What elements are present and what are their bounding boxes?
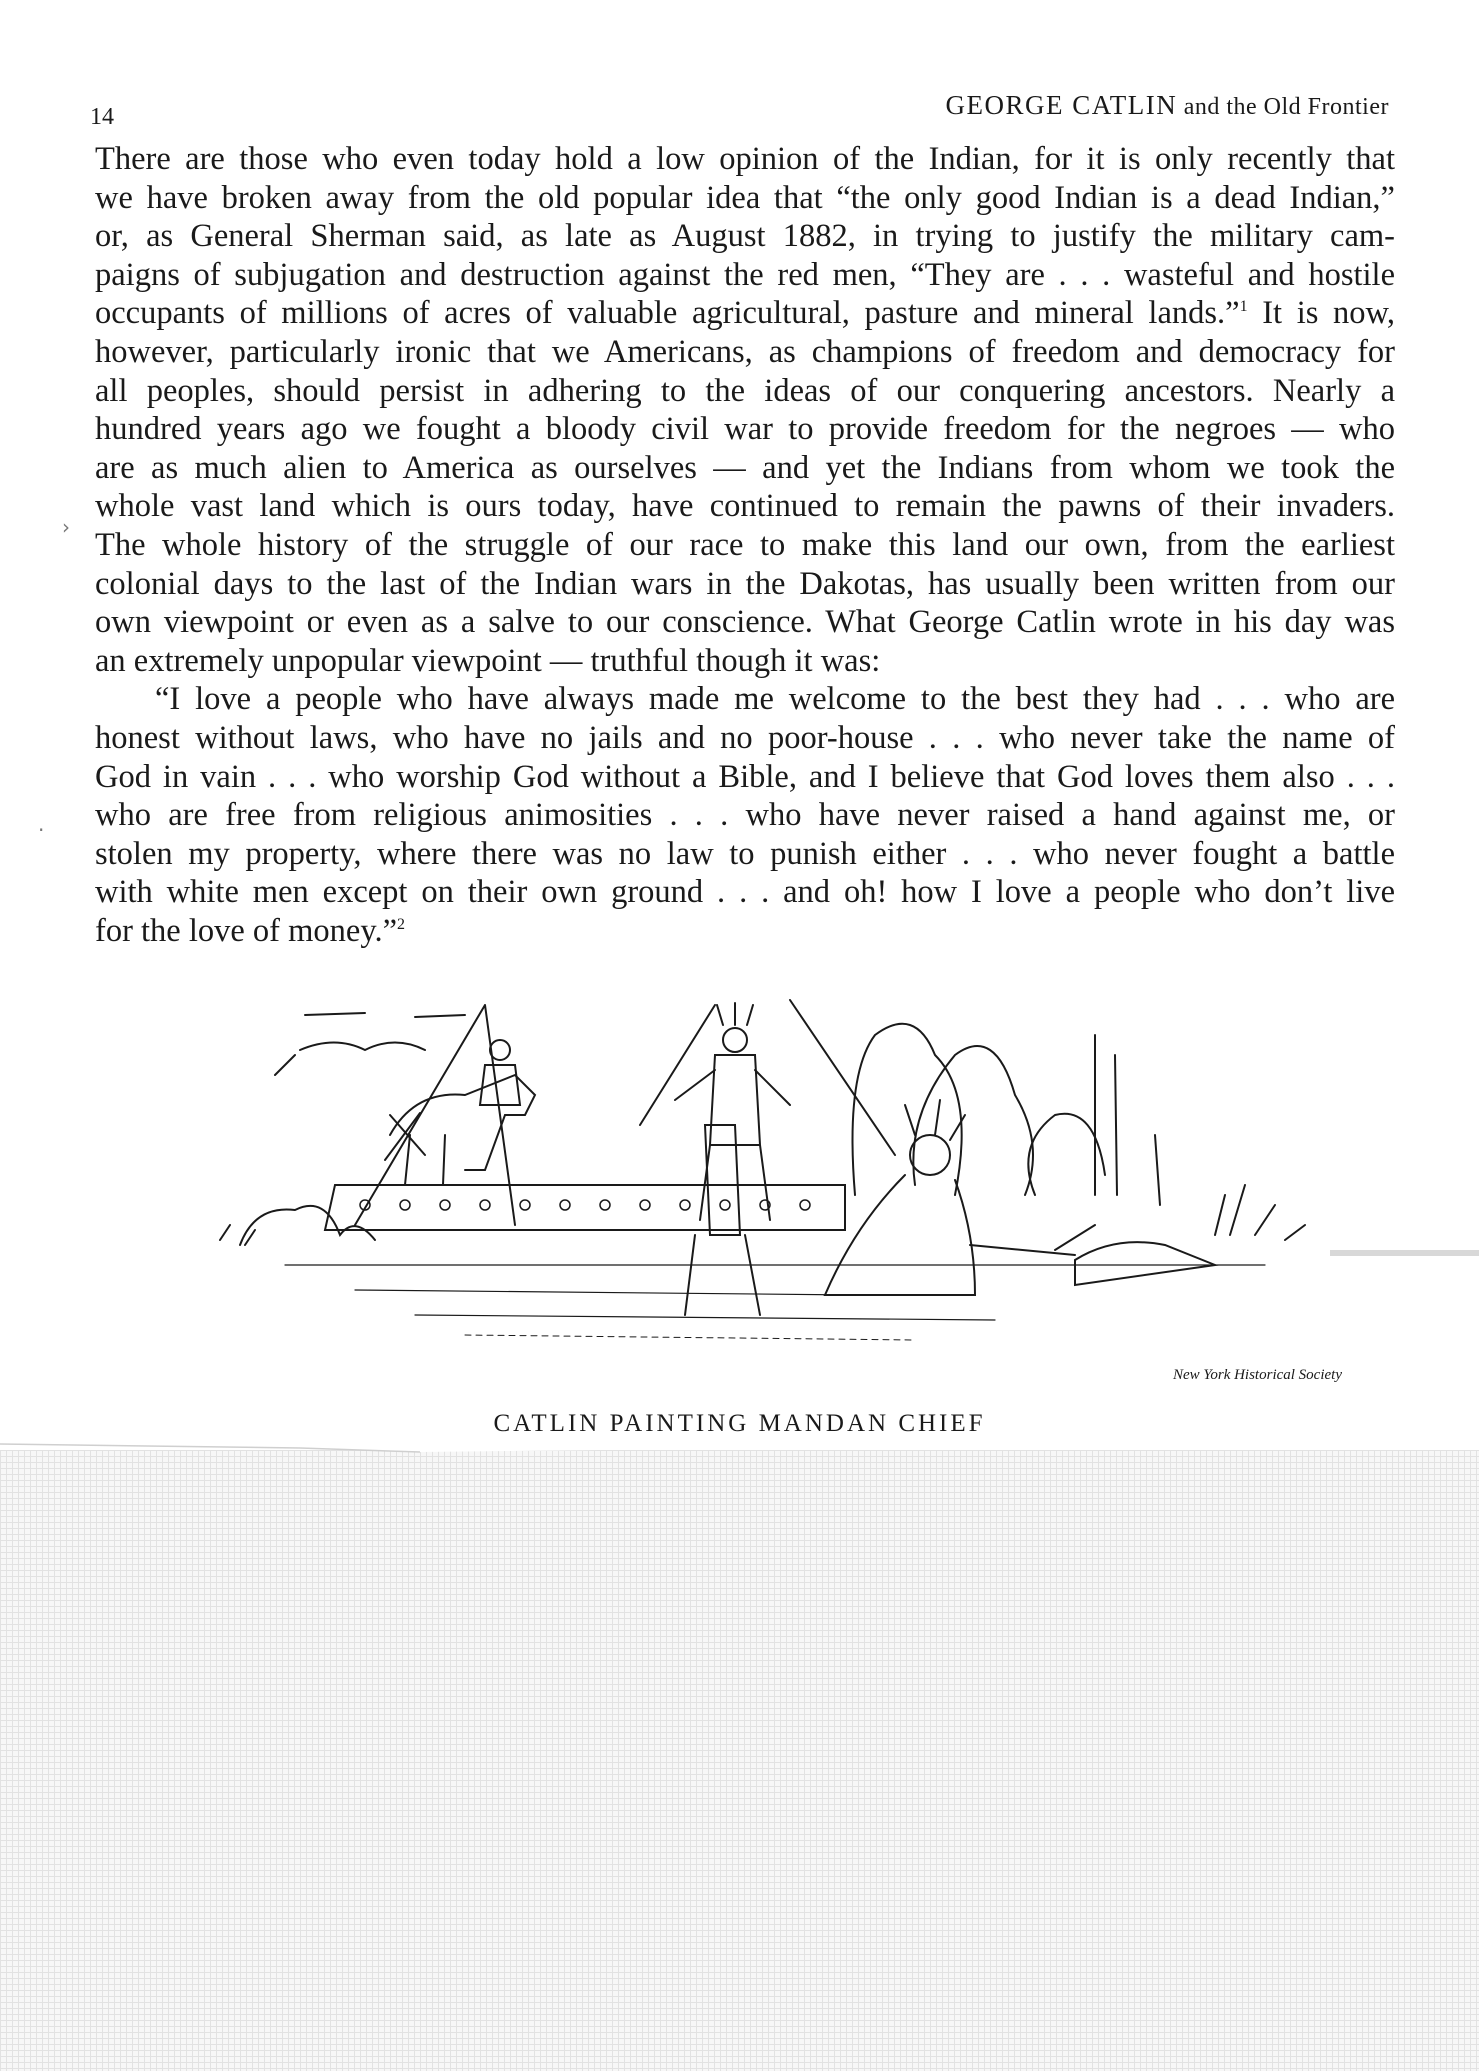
illustration-catlin-painting — [215, 995, 1315, 1365]
footnote-ref: 2 — [397, 916, 406, 934]
quote-line: “I love a people who have always made me welcome to the best they had . . . who are — [155, 681, 1395, 718]
running-title-caps: GEORGE CATLIN — [945, 90, 1178, 120]
running-title — [945, 90, 1389, 121]
text-line: own viewpoint or even as a salve to our conscience. What George Catlin wrote in his day was — [95, 604, 1395, 641]
footnote-ref: 1 — [1239, 298, 1248, 316]
text-line: all peoples, should persist in adhering to the ideas of our conquering ancestors. Nearly a — [95, 372, 1395, 409]
text-line: we have broken away from the old popular idea that “the only good Indian is a dead Indian,” — [95, 179, 1395, 216]
quote-line: with white men except on their own ground . . . and oh! how I love a people who don’t live — [95, 874, 1395, 911]
text-line: There are those who even today hold a low opinion of the Indian, for it is only recently that — [95, 141, 1395, 177]
quote-line: who are free from religious animosities . . . who have never raised a hand against me, or — [95, 797, 1395, 834]
line-text: occupants of millions of acres of valuable agricultural, pasture and mineral lands.” — [95, 295, 1240, 332]
quote-line: God in vain . . . who worship God without a Bible, and I believe that God loves them also . . . — [95, 758, 1395, 795]
scan-background — [0, 1450, 1479, 2071]
image-credit: New York Historical Society — [1172, 1367, 1342, 1383]
quote-line — [95, 912, 1395, 951]
text-line: paigns of subjugation and destruction against the red men, “They are . . . wasteful and hostile — [95, 256, 1395, 293]
line-text: for the love of money.” — [95, 912, 398, 949]
running-head — [90, 90, 1389, 130]
text-line: hundred years ago we fought a bloody civil war to provide freedom for the negroes — who — [95, 411, 1395, 448]
body-text — [95, 140, 1395, 950]
page-number: 14 — [90, 104, 114, 130]
text-line — [95, 294, 1395, 333]
margin-mark: · — [38, 818, 45, 842]
margin-mark: › — [62, 515, 70, 539]
page-torn-edge — [0, 1440, 1479, 1464]
text-line: are as much alien to America as ourselves — and yet the Indians from whom we took the — [95, 449, 1395, 486]
text-line: colonial days to the last of the Indian wars in the Dakotas, has usually been written from our — [95, 565, 1395, 602]
quote-line: honest without laws, who have no jails and no poor-house . . . who never take the name of — [95, 719, 1395, 756]
image-caption: CATLIN PAINTING MANDAN CHIEF — [493, 1410, 986, 1437]
text-line: however, particularly ironic that we Americans, as champions of freedom and democracy for — [95, 333, 1395, 370]
running-title-rest: and the Old Frontier — [1177, 94, 1389, 120]
text-line: or, as General Sherman said, as late as August 1882, in trying to justify the military cam- — [95, 218, 1395, 255]
scan-edge-line — [1330, 1250, 1479, 1256]
quote-line: stolen my property, where there was no law to punish either . . . who never fought a battle — [95, 835, 1395, 872]
line-text-tail: It is now, — [1247, 295, 1396, 332]
text-line: an extremely unpopular viewpoint — truthful though it was: — [95, 642, 881, 679]
text-line: The whole history of the struggle of our race to make this land our own, from the earliest — [95, 526, 1395, 563]
text-line: whole vast land which is ours today, have continued to remain the pawns of their invaders. — [95, 488, 1395, 525]
